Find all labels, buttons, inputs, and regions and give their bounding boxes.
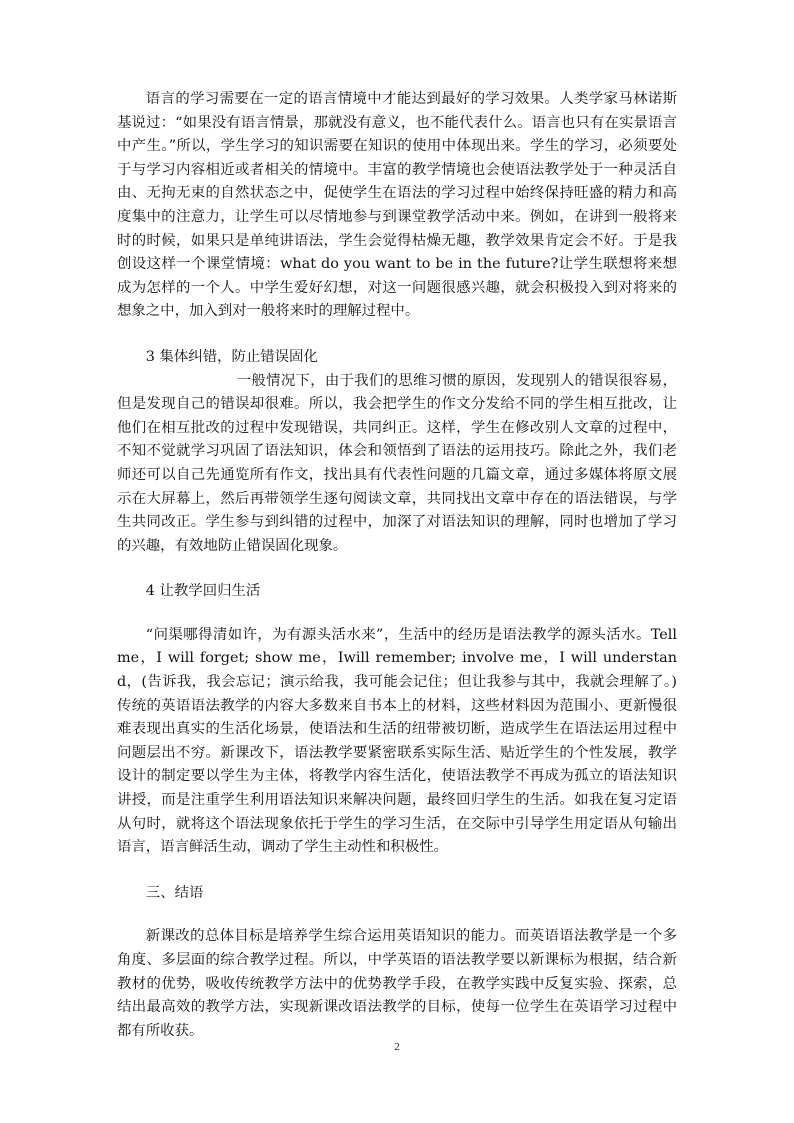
paragraph-conclusion: 新课改的总体目标是培养学生综合运用英语知识的能力。而英语语法教学是一个多角度、多层面的综合教学过程。所以，中学英语的语法教学要以新课标为根据，结合新教材的优势，吸收传统教学方法中的优势教学手段，在教学实践中反复实验、探索，总结出最高效的教学方法，实现新课改语法教学的目标，使每一位学生在英语学习过程中都有所收获。 bbox=[117, 928, 677, 1039]
section-heading-teaching-life: 4 让教学回归生活 bbox=[145, 583, 261, 600]
paragraph-situational-teaching: 语言的学习需要在一定的语言情境中才能达到最好的学习效果。人类学家马林诺斯基说过：“如果没有语言情景，那就没有意义，也不能代表什么。语言也只有在实景语言中产生。”所以，学生学习的知识需要在知识的使用中体现出来。学生的学习，必须要处于与学习内容相近或者相关的情境中。丰富的教学情境也会使语法教学处于一种灵活自由、无拘无束的自然状态之中，促使学生在语法的学习过程中始终保持旺盛的精力和高度集中的注意力，让学生可以尽情地参与到课堂教学活动中来。例如，在讲到一般将来时的时候，如果只是单纯讲语法，学生会觉得枯燥无趣，教学效果肯定会不好。于是我创设这样一个课堂情境：what do you want to be in the future?让学生联想将来想成为怎样的一个人。中学生爱好幻想，对这一问题很感兴趣，就会积极投入到对将来的想象之中，加入到对一般将来时的理解过程中。 bbox=[117, 91, 677, 320]
page-number: 2 bbox=[394, 1041, 400, 1053]
document-body bbox=[117, 88, 677, 1043]
paragraph-teaching-life: “问渠哪得清如许，为有源头活水来”，生活中的经历是语法教学的源头活水。Tell me，I will forget; show me，Iwill remember; involve me，I will understand，(告诉我，我会忘记；演示给我，我可能会记住；但让我参与其中，我就会理解了。)传统的英语语法教学的内容大多数来自书本上的材料，这些材料因为范围小、更新慢很难表现出真实的生活化场景，使语法和生活的纽带被切断，造成学生在语法运用过程中问题层出不穷。新课改下，语法教学要紧密联系实际生活、贴近学生的个性发展，教学设计的制定要以学生为主体，将教学内容生活化，使语法教学不再成为孤立的语法知识讲授，而是注重学生利用语法知识来解决问题，最终回归学生的生活。如我在复习定语从句时，就将这个语法现象依托于学生的学习生活，在交际中引导学生用定语从句输出语言，语言鲜活生动，调动了学生主动性和积极性。 bbox=[117, 626, 677, 856]
paragraph-collective-correction bbox=[117, 370, 677, 559]
paragraph-collective-correction-text: 一般情况下，由于我们的思维习惯的原因，发现别人的错误很容易，但是发现自己的错误却很难。所以，我会把学生的作文分发给不同的学生相互批改，让他们在相互批改的过程中发现错误，共同纠正。这样，学生在修改别人文章的过程中，不知不觉就学习巩固了语法知识，体会和领悟到了语法的运用技巧。除此之外，我们老师还可以自己先通览所有作文，找出具有代表性问题的几篇文章，通过多媒体将原文展示在大屏幕上，然后再带领学生逐句阅读文章，共同找出文章中存在的语法错误，与学生共同改正。学生参与到纠错的过程中，加深了对语法知识的理解，同时也增加了学习的兴趣，有效地防止错误固化现象。 bbox=[117, 372, 677, 554]
section-heading-conclusion: 三、结语 bbox=[145, 884, 204, 901]
section-heading-collective-correction: 3 集体纠错，防止错误固化 bbox=[145, 348, 318, 365]
